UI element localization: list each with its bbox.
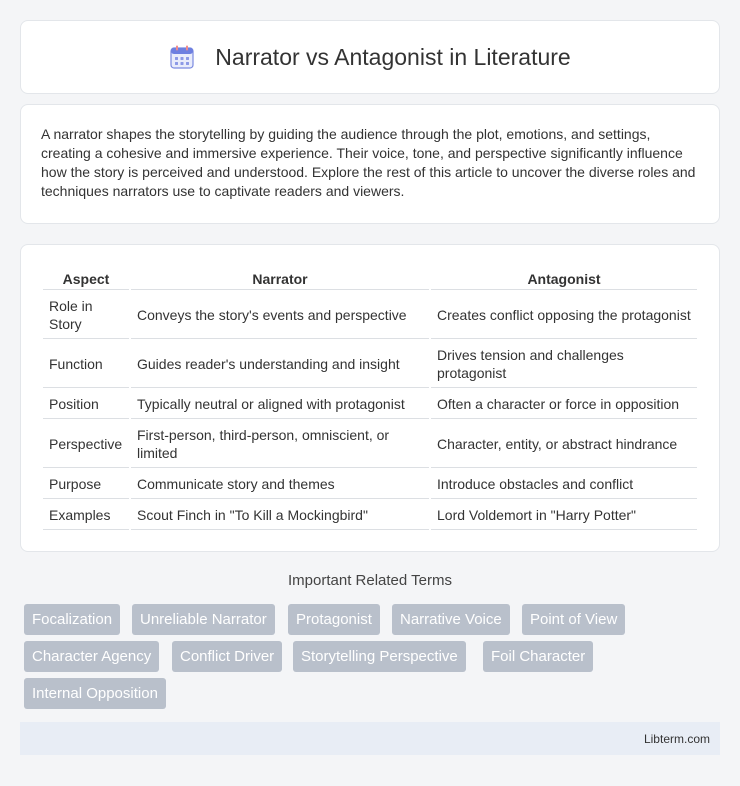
table-cell: Communicate story and themes: [131, 470, 429, 499]
column-header-aspect: Aspect: [43, 267, 129, 290]
table-row: [43, 390, 697, 419]
table-cell: Conveys the story's events and perspective: [131, 292, 429, 339]
table-cell: Lord Voldemort in "Harry Potter": [431, 501, 697, 530]
table-header-row: [43, 267, 697, 290]
table-cell: Perspective: [43, 421, 129, 468]
tag-focalization[interactable]: Focalization: [24, 604, 120, 635]
tag-character-agency[interactable]: Character Agency: [24, 641, 159, 672]
comparison-table: [41, 265, 699, 532]
table-row: [43, 341, 697, 388]
table-cell: Examples: [43, 501, 129, 530]
column-header-narrator: Narrator: [131, 267, 429, 290]
table-row: [43, 501, 697, 530]
intro-card: [20, 104, 720, 224]
header-card: [20, 20, 720, 94]
table-cell: Function: [43, 341, 129, 388]
table-cell: First-person, third-person, omniscient, or limited: [131, 421, 429, 468]
table-cell: Typically neutral or aligned with protagonist: [131, 390, 429, 419]
footer: [20, 722, 720, 755]
related-terms-title: Important Related Terms: [288, 572, 452, 589]
tag-conflict-driver[interactable]: Conflict Driver: [172, 641, 282, 672]
tag-unreliable-narrator[interactable]: Unreliable Narrator: [132, 604, 275, 635]
table-cell: Introduce obstacles and conflict: [431, 470, 697, 499]
footer-site-link[interactable]: Libterm.com: [643, 731, 710, 746]
table-row: [43, 292, 697, 339]
table-cell: Character, entity, or abstract hindrance: [431, 421, 697, 468]
tag-storytelling-perspective[interactable]: Storytelling Perspective: [293, 641, 466, 672]
table-cell: Scout Finch in "To Kill a Mockingbird": [131, 501, 429, 530]
tag-narrative-voice[interactable]: Narrative Voice: [392, 604, 510, 635]
tag-point-of-view[interactable]: Point of View: [522, 604, 625, 635]
column-header-antagonist: Antagonist: [431, 267, 697, 290]
tag-foil-character[interactable]: Foil Character: [483, 641, 593, 672]
table-row: [43, 470, 697, 499]
table-cell: Position: [43, 390, 129, 419]
intro-text: A narrator shapes the storytelling by guiding the audience through the plot, emotions, and settings, creating a cohesive and immersive experience. Their voice, tone, and perspective significantly influence how the story is perceived and understood. Explore the rest of this article to uncover the diverse roles and techniques narrators use to captivate readers and viewers.: [41, 126, 696, 199]
table-cell: Guides reader's understanding and insight: [131, 341, 429, 388]
table-cell: Drives tension and challenges protagonist: [431, 341, 697, 388]
calendar-icon: [169, 44, 195, 70]
tag-protagonist[interactable]: Protagonist: [288, 604, 380, 635]
table-cell: Purpose: [43, 470, 129, 499]
table-cell: Creates conflict opposing the protagonist: [431, 292, 697, 339]
page-title: Narrator vs Antagonist in Literature: [215, 43, 571, 70]
tag-internal-opposition[interactable]: Internal Opposition: [24, 678, 166, 709]
table-cell: Often a character or force in opposition: [431, 390, 697, 419]
comparison-table-card: [20, 244, 720, 552]
table-row: [43, 421, 697, 468]
table-cell: Role in Story: [43, 292, 129, 339]
